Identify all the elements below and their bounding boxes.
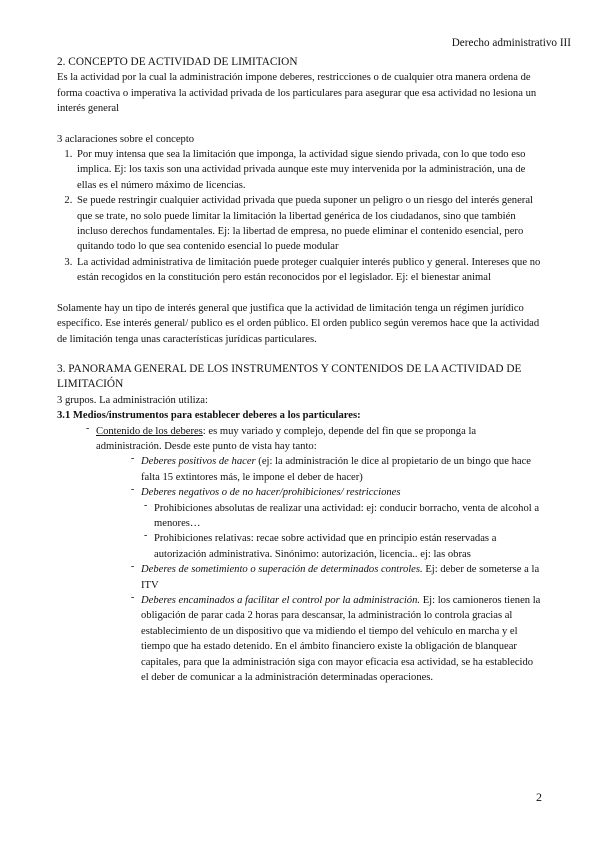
prohibicion-relativa-item: - Prohibiciones relativas: recae sobre actividad que en principio están reservadas a autorización administrativa. Sinónimo: autorización, licencia.. ej: las obras xyxy=(154,531,541,562)
aclaraciones-list xyxy=(57,147,541,286)
definition-paragraph: Es la actividad por la cual la administración impone deberes, restricciones o de cualquier otra manera ordena de forma coactiva o imperativa la actividad privada de los particulares para asegurar que esa actividad no lesiona un interés general xyxy=(57,72,537,115)
aclaraciones-intro: 3 aclaraciones sobre el concepto xyxy=(57,133,195,145)
section-3-heading: 3. PANORAMA GENERAL DE LOS INSTRUMENTOS Y CONTENIDOS DE LA ACTIVIDAD DE LIMITACIÓN xyxy=(57,362,522,391)
contenido-item xyxy=(96,424,541,455)
section-2-heading: 2. CONCEPTO DE ACTIVIDAD DE LIMITACION xyxy=(57,56,298,68)
deber-positivo-label: Deberes positivos de hacer xyxy=(141,456,256,468)
prohibicion-absoluta-item: - Prohibiciones absolutas de realizar una actividad: ej: conducir borracho, venta de alcohol a menores… xyxy=(154,501,541,532)
contenido-list xyxy=(57,424,541,455)
deber-negativo-item xyxy=(141,485,541,500)
subsection-3-1-heading: 3.1 Medios/instrumentos para establecer deberes a los particulares: xyxy=(57,410,361,422)
deber-sometimiento-item xyxy=(141,562,541,593)
contenido-label: Contenido de los deberes xyxy=(96,425,203,437)
deberes-list-2 xyxy=(57,562,541,685)
deber-negativo-label: Deberes negativos o de no hacer/prohibiciones/ restricciones xyxy=(141,487,401,499)
deber-positivo-item xyxy=(141,454,541,485)
page-number: 2 xyxy=(536,790,542,804)
deber-sometimiento-label: Deberes de sometimiento o superación de determinados controles. xyxy=(141,564,423,576)
deber-positivo-text: (ej: la administración le dice al propietario de un bingo que hace falta 15 extintores más, le impone el deber de hacer) xyxy=(141,456,531,483)
deberes-list xyxy=(57,454,541,500)
grupos-line: 3 grupos. La administración utiliza: xyxy=(57,394,208,406)
aclaracion-item: 3. La actividad administrativa de limitación puede proteger cualquier interés publico y general. Intereses que no están recogidos en la constitución pero están reconocidos por el legislador. Ej: el bienestar animal xyxy=(75,255,541,286)
orden-publico-paragraph: Solamente hay un tipo de interés general que justifica que la actividad de limitación tenga un régimen jurídico específico. Ese interés general/ publico es el orden público. El orden publico según veremos hace que la actividad de limitación tenga unas características jurídicas particulares. xyxy=(57,302,540,345)
aclaracion-item: 2. Se puede restringir cualquier actividad privada que pueda suponer un peligro o un riesgo del interés general que se trate, no solo puede limitar la limitación la libertad genérica de los ciudadanos, sino que también incluso derechos fundamentales. Ej: la libertad de empresa, no puede eliminar el contenido esencial, pero quitando todo lo que sea contenido esencial lo puede modular xyxy=(75,193,541,255)
prohibiciones-list xyxy=(57,501,541,563)
contenido-text: : es muy variado y complejo, depende del fin que se proponga la administración. Desde este punto de vista hay tanto: xyxy=(96,425,477,452)
aclaracion-item: 1. Por muy intensa que sea la limitación que imponga, la actividad sigue siendo privada, con lo que todo eso implica. Ej: los taxis son una actividad privada aunque este muy intervenida por la administración, una de ellas es el número máximo de licencias. xyxy=(75,147,541,193)
deber-control-label: Deberes encaminados a facilitar el control por la administración. xyxy=(141,595,421,606)
running-header: Derecho administrativo III xyxy=(451,37,571,49)
deber-control-text: Ej: los camioneros tienen la obligación de parar cada 2 horas para descansar, la administración lo controla gracias al establecimiento de un dispositivo que va midiendo el tiempo del vehículo en marcha y el tiempo que ha estado detenido. En el ámbito financiero existe la obligación de blanquear capitales, para que la administración siga con mayor eficacia esa actividad, se ha establecido el deber de comunicar a la administración determinadas operaciones. xyxy=(141,595,541,684)
deber-control-item xyxy=(141,593,541,685)
document-body xyxy=(57,55,541,685)
deber-sometimiento-text: Ej: deber de someterse a la ITV xyxy=(141,564,540,591)
